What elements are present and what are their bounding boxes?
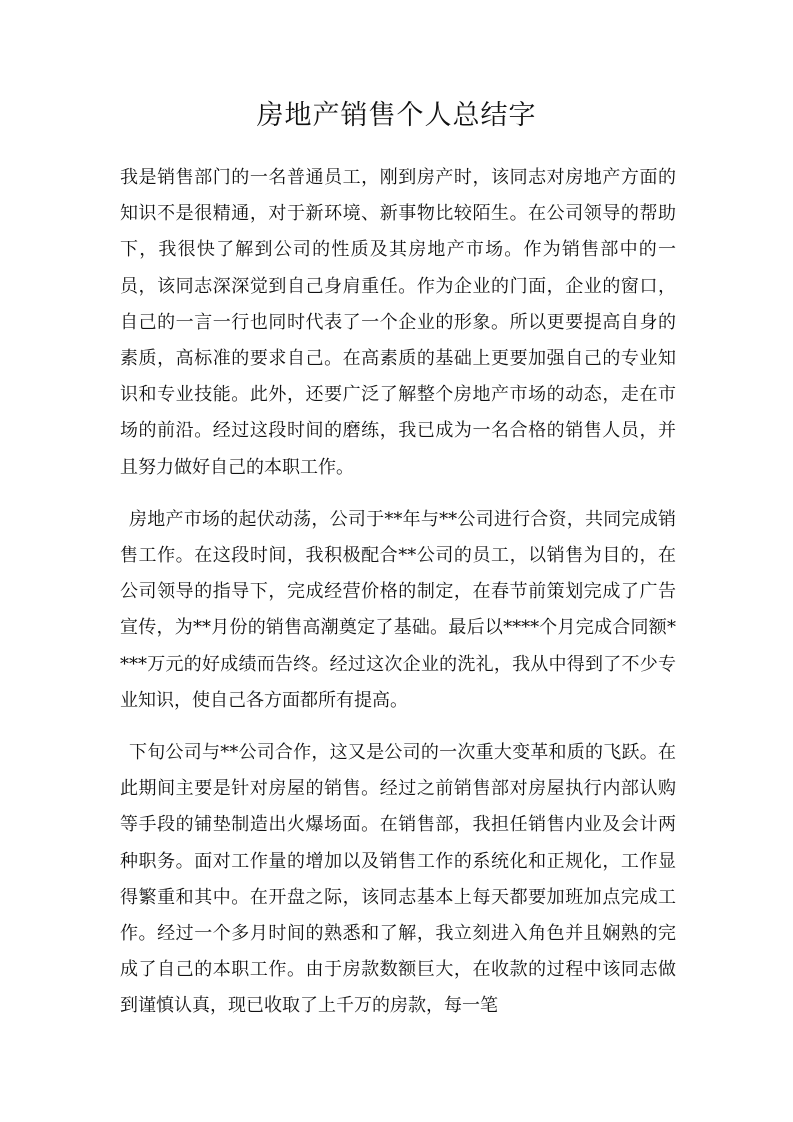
document-title: 房地产销售个人总结字	[256, 100, 537, 131]
paragraph-3: 下旬公司与**公司合作，这又是公司的一次重大变革和质的飞跃。在此期间主要是针对房屋的销售。经过之前销售部对房屋执行内部认购等手段的铺垫制造出火爆场面。在销售部，我担任销售内业及会计两种职务。面对工作量的增加以及销售工作的系统化和正规化，工作显得繁重和其中。在开盘之际，该同志基本上每天都要加班加点完成工作。经过一个多月时间的熟悉和了解，我立刻进入角色并且娴熟的完成了自己的本职工作。由于房款数额巨大，在收款的过程中该同志做到谨慎认真，现已收取了上千万的房款，每一笔	[120, 742, 676, 1017]
paragraph-1: 我是销售部门的一名普通员工，刚到房产时，该同志对房地产方面的知识不是很精通，对于新环境、新事物比较陌生。在公司领导的帮助下，我很快了解到公司的性质及其房地产市场。作为销售部中的一员，该同志深深觉到自己身肩重任。作为企业的门面，企业的窗口，自己的一言一行也同时代表了一个企业的形象。所以更要提高自身的素质，高标准的要求自己。在高素质的基础上更要加强自己的专业知识和专业技能。此外，还要广泛了解整个房地产市场的动态，走在市场的前沿。经过这段时间的磨练，我已成为一名合格的销售人员，并且努力做好自己的本职工作。	[120, 167, 676, 478]
document-body	[120, 160, 676, 1041]
paragraph-2: 房地产市场的起伏动荡，公司于**年与**公司进行合资，共同完成销售工作。在这段时间，我积极配合**公司的员工，以销售为目的，在公司领导的指导下，完成经营价格的制定，在春节前策划完成了广告宣传，为**月份的销售高潮奠定了基础。最后以****个月完成合同额****万元的好成绩而告终。经过这次企业的洗礼，我从中得到了不少专业知识，使自己各方面都所有提高。	[120, 508, 676, 711]
